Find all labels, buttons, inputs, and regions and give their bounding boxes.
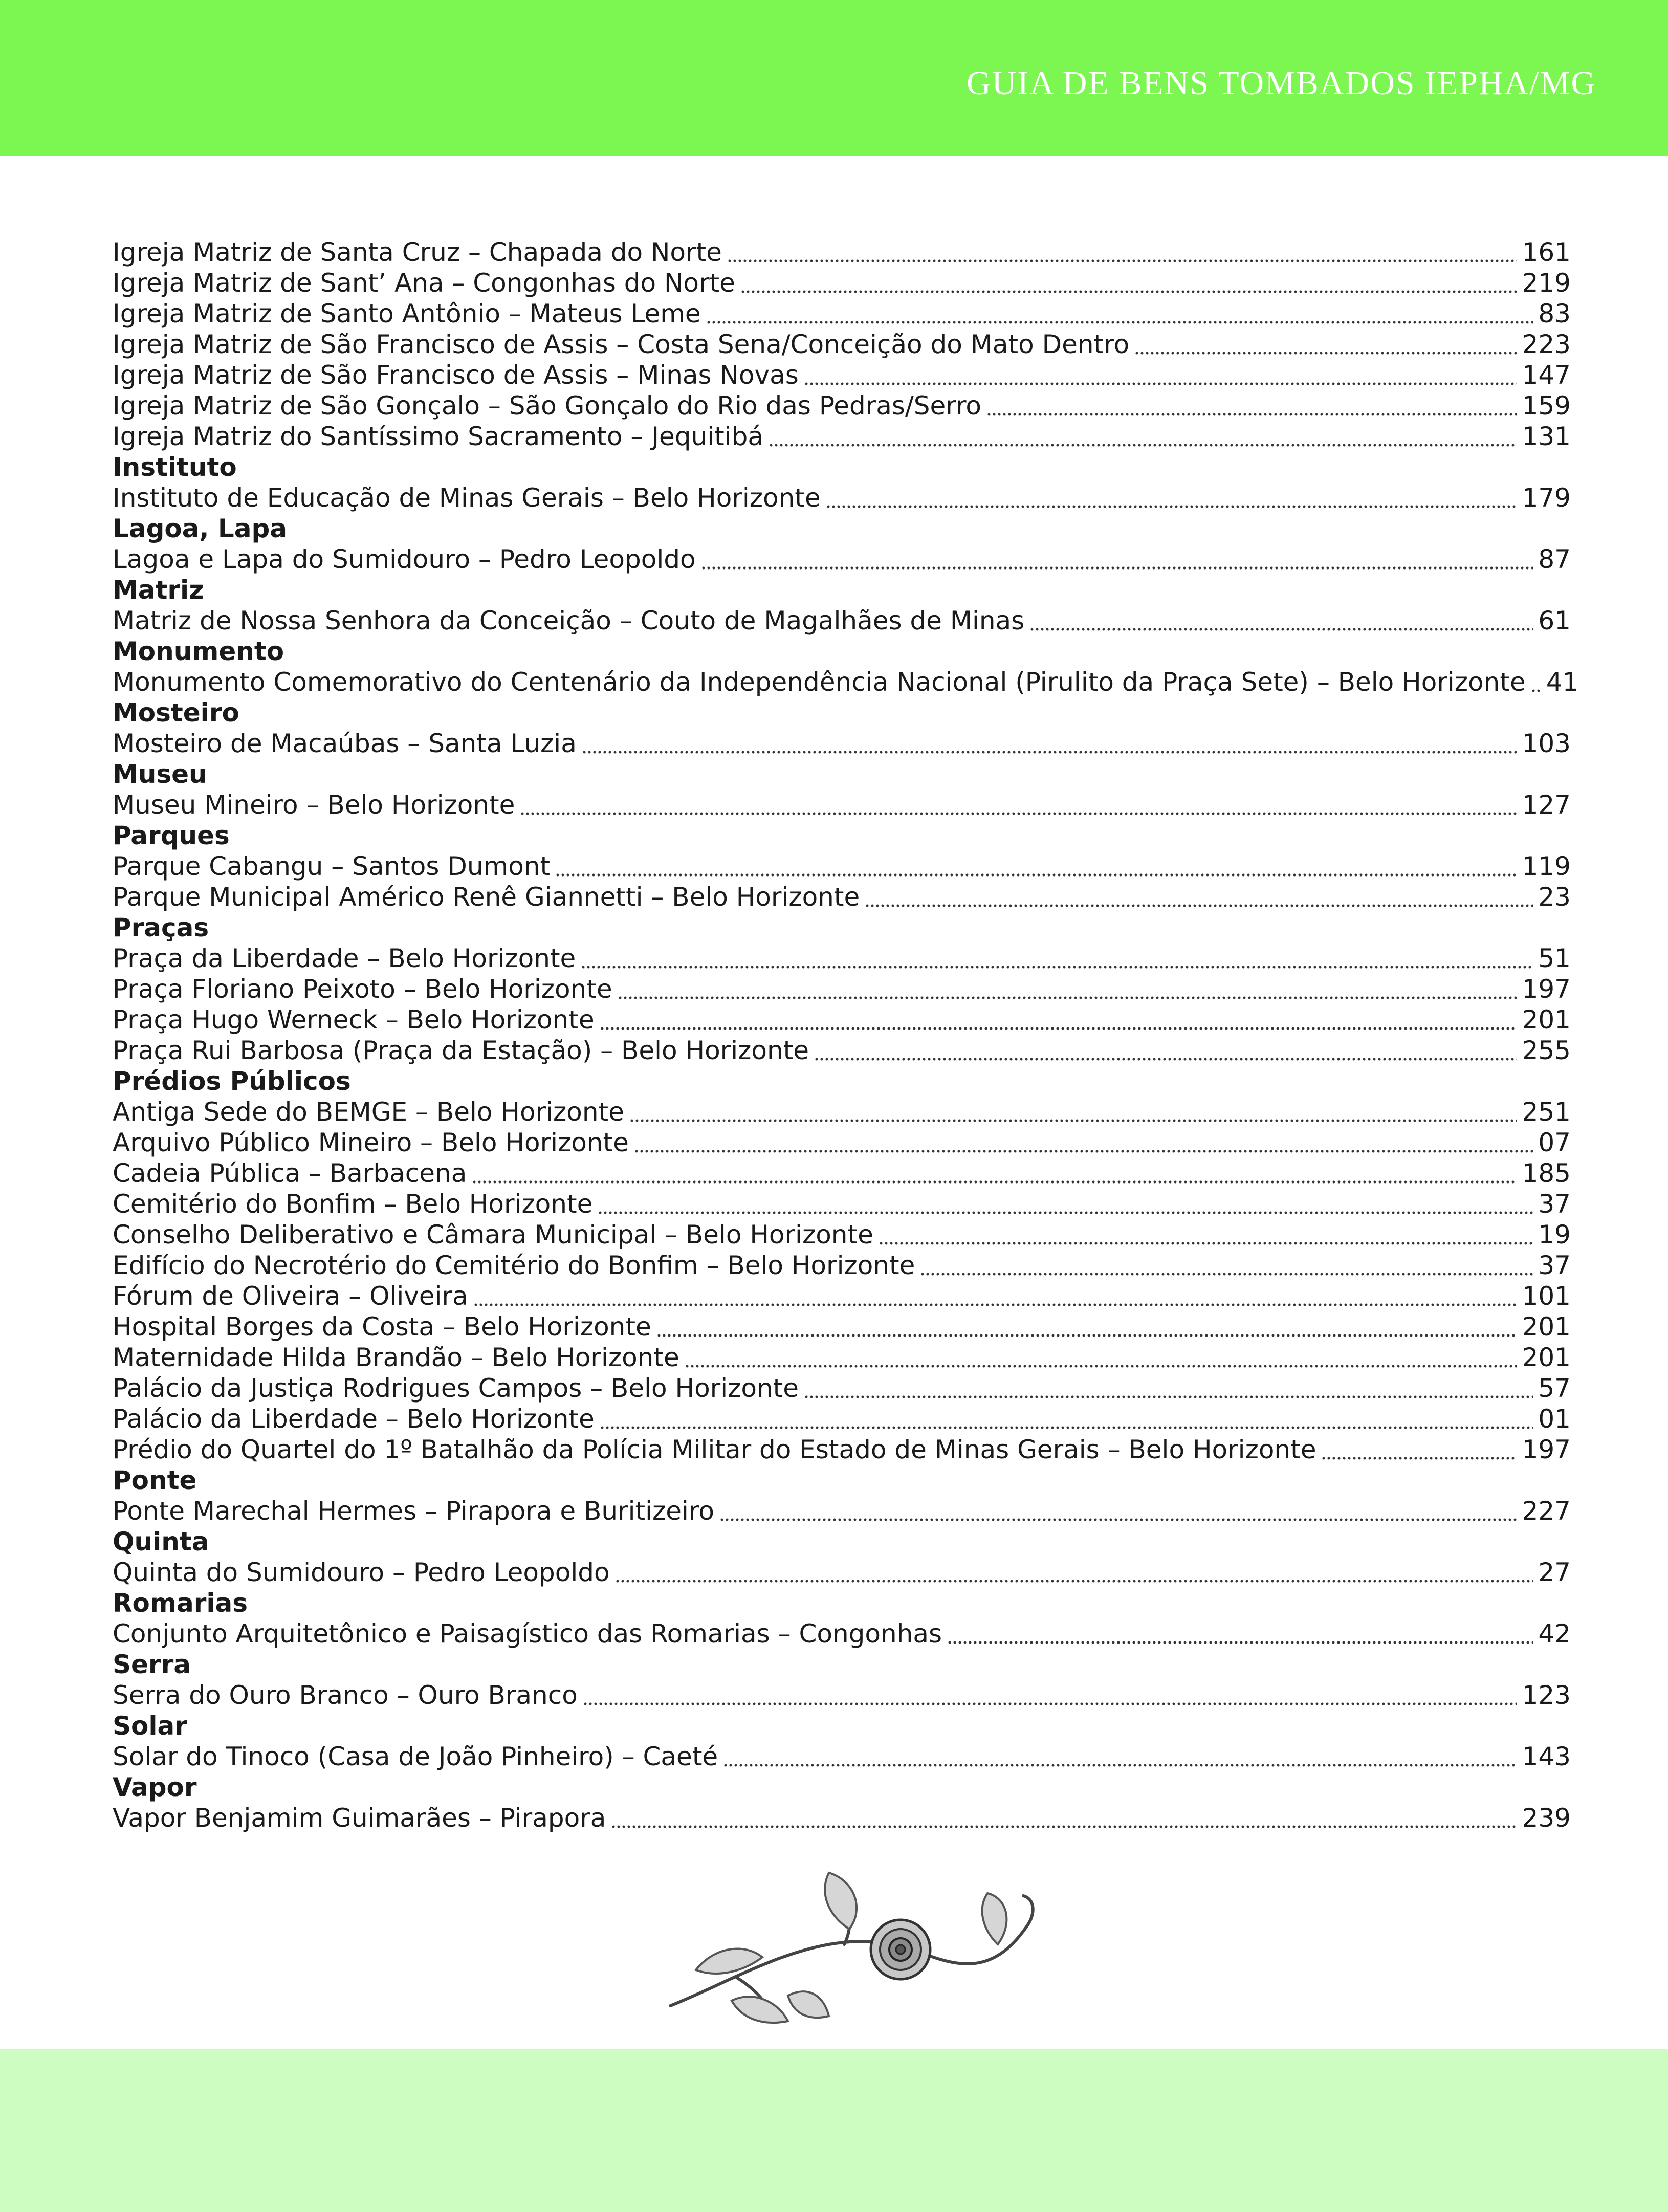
entry-page-number: 101 [1522,1281,1571,1311]
dot-leader [826,483,1517,513]
entry-title: Edifício do Necrotério do Cemitério do Bonfim – Belo Horizonte [113,1251,915,1280]
index-entry [113,390,1571,421]
index-entry [113,237,1571,268]
entry-title: Serra do Ouro Branco – Ouro Branco [113,1680,578,1710]
entry-title: Igreja Matriz de Sant’ Ana – Congonhas do Norte [113,268,735,298]
entry-title: Igreja Matriz do Santíssimo Sacramento – Jequitibá [113,422,763,451]
dot-leader [701,544,1533,575]
index-section-heading: Mosteiro [113,698,239,728]
dot-leader [555,851,1517,882]
entry-page-number: 147 [1522,360,1571,390]
index-entry [113,1496,1571,1526]
entry-title: Lagoa e Lapa do Sumidouro – Pedro Leopoldo [113,544,696,574]
index-section-heading: Praças [113,913,209,943]
index-entry [113,421,1571,452]
entry-title: Maternidade Hilda Brandão – Belo Horizonte [113,1343,679,1372]
index-section-heading: Lagoa, Lapa [113,514,288,543]
entry-page-number: 227 [1522,1496,1571,1526]
entry-page-number: 01 [1538,1404,1571,1434]
index-entry [113,1803,1571,1833]
index-entry [113,1158,1571,1189]
entry-title: Palácio da Liberdade – Belo Horizonte [113,1404,595,1434]
dot-leader [472,1158,1517,1189]
dot-leader [986,390,1517,421]
entry-title: Parque Municipal Américo Renê Giannetti – Belo Horizonte [113,882,860,912]
page-header [0,0,1668,156]
entry-page-number: 41 [1546,667,1579,697]
index-entry [113,1404,1571,1434]
entry-title: Praça da Liberdade – Belo Horizonte [113,944,576,973]
index-section-heading: Ponte [113,1465,197,1495]
entry-page-number: 201 [1522,1005,1571,1035]
index-entry [113,943,1571,974]
dot-leader [804,1373,1533,1404]
index-entry [113,298,1571,329]
entry-title: Quinta do Sumidouro – Pedro Leopoldo [113,1558,610,1587]
index-section-heading: Vapor [113,1772,197,1802]
entry-page-number: 119 [1522,851,1571,881]
index-section-heading: Romarias [113,1588,248,1618]
entry-page-number: 23 [1538,882,1571,912]
dot-leader [629,1097,1517,1127]
index-entry [113,790,1571,820]
index-entry [113,851,1571,882]
entry-page-number: 185 [1522,1158,1571,1188]
entry-page-number: 42 [1538,1619,1571,1649]
dot-leader [685,1342,1517,1373]
index-entry [113,1618,1571,1649]
entry-page-number: 197 [1522,974,1571,1004]
index-entry [113,1035,1571,1066]
entry-title: Mosteiro de Macaúbas – Santa Luzia [113,729,577,758]
dot-leader [600,1404,1533,1434]
entry-title: Solar do Tinoco (Casa de João Pinheiro) – Caeté [113,1742,718,1771]
index-entry [113,1373,1571,1404]
entry-title: Prédio do Quartel do 1º Batalhão da Polícia Militar do Estado de Minas Gerais – Belo Horizonte [113,1435,1316,1464]
entry-page-number: 123 [1522,1680,1571,1710]
dot-leader [1531,667,1541,697]
dot-leader [1134,329,1517,360]
entry-title: Praça Floriano Peixoto – Belo Horizonte [113,974,612,1004]
entry-title: Conjunto Arquitetônico e Paisagístico das Romarias – Congonhas [113,1619,942,1649]
entry-page-number: 87 [1538,544,1571,574]
dot-leader [879,1219,1533,1250]
dot-leader [618,974,1517,1004]
entry-page-number: 255 [1522,1036,1571,1065]
entry-page-number: 201 [1522,1343,1571,1372]
index-entry [113,1680,1571,1711]
dot-leader [473,1281,1517,1311]
index-section-heading: Instituto [113,452,237,482]
entry-page-number: 127 [1522,790,1571,820]
index-list [113,237,1579,1833]
dot-leader [634,1127,1533,1158]
index-entry [113,1250,1571,1281]
dot-leader [920,1250,1533,1281]
entry-title: Igreja Matriz de São Gonçalo – São Gonçalo do Rio das Pedras/Serro [113,391,982,421]
dot-leader [804,360,1517,390]
entry-title: Praça Hugo Werneck – Belo Horizonte [113,1005,595,1035]
index-entry [113,1434,1571,1465]
dot-leader [727,237,1517,268]
index-entry [113,1281,1571,1311]
entry-title: Fórum de Oliveira – Oliveira [113,1281,468,1311]
index-entry [113,1189,1571,1219]
index-entry [113,974,1571,1004]
index-entry [113,1741,1571,1772]
entry-page-number: 159 [1522,391,1571,421]
entry-page-number: 37 [1538,1189,1571,1219]
dot-leader [740,268,1517,298]
dot-leader [706,298,1533,329]
index-entry [113,268,1571,298]
index-section-heading: Monumento [113,637,284,666]
entry-page-number: 103 [1522,729,1571,758]
entry-page-number: 83 [1538,299,1571,328]
entry-title: Museu Mineiro – Belo Horizonte [113,790,515,820]
index-entry [113,360,1571,390]
dot-leader [581,943,1533,974]
dot-leader [582,728,1517,759]
entry-page-number: 57 [1538,1373,1571,1403]
dot-leader [656,1311,1517,1342]
entry-title: Igreja Matriz de Santo Antônio – Mateus Leme [113,299,701,328]
entry-page-number: 51 [1538,944,1571,973]
index-entry [113,882,1571,912]
entry-title: Conselho Deliberativo e Câmara Municipal – Belo Horizonte [113,1220,873,1250]
index-entry [113,1004,1571,1035]
entry-page-number: 179 [1522,483,1571,513]
entry-page-number: 201 [1522,1312,1571,1342]
index-section-heading: Matriz [113,575,204,605]
dot-leader [598,1189,1533,1219]
dot-leader [611,1803,1517,1833]
entry-title: Praça Rui Barbosa (Praça da Estação) – Belo Horizonte [113,1036,809,1065]
dot-leader [1029,605,1533,636]
index-section-heading: Parques [113,821,230,850]
entry-title: Parque Cabangu – Santos Dumont [113,851,551,881]
index-entry [113,1219,1571,1250]
index-entry [113,329,1571,360]
index-section-heading: Museu [113,759,207,789]
index-entry [113,1557,1571,1588]
entry-page-number: 131 [1522,422,1571,451]
entry-title: Monumento Comemorativo do Centenário da Independência Nacional (Pirulito da Praça Sete) – Belo Horizonte [113,667,1526,697]
entry-page-number: 219 [1522,268,1571,298]
entry-title: Vapor Benjamim Guimarães – Pirapora [113,1803,606,1833]
entry-page-number: 251 [1522,1097,1571,1127]
index-entry [113,1311,1571,1342]
entry-page-number: 07 [1538,1128,1571,1157]
entry-page-number: 19 [1538,1220,1571,1250]
entry-page-number: 61 [1538,606,1571,636]
entry-page-number: 143 [1522,1742,1571,1771]
dot-leader [769,421,1517,452]
index-section-heading: Quinta [113,1527,209,1557]
entry-title: Antiga Sede do BEMGE – Belo Horizonte [113,1097,624,1127]
index-entry [113,667,1579,697]
dot-leader [947,1618,1533,1649]
entry-page-number: 197 [1522,1435,1571,1464]
entry-page-number: 37 [1538,1251,1571,1280]
dot-leader [719,1496,1517,1526]
dot-leader [1321,1434,1517,1465]
dot-leader [600,1004,1517,1035]
dot-leader [615,1557,1533,1588]
guide-title: GUIA DE BENS TOMBADOS IEPHA/MG [966,64,1596,102]
index-section-heading: Serra [113,1650,191,1679]
page-footer [0,2049,1668,2212]
index-entry [113,1342,1571,1373]
entry-title: Matriz de Nossa Senhora da Conceição – Couto de Magalhães de Minas [113,606,1025,636]
dot-leader [865,882,1533,912]
index-entry [113,1127,1571,1158]
entry-title: Ponte Marechal Hermes – Pirapora e Buritizeiro [113,1496,714,1526]
index-entry [113,483,1571,513]
rose-branch-icon [660,1868,1059,2036]
index-section-heading: Prédios Públicos [113,1066,351,1096]
entry-page-number: 239 [1522,1803,1571,1833]
index-entry [113,1097,1571,1127]
entry-title: Cadeia Pública – Barbacena [113,1158,467,1188]
index-section-heading: Solar [113,1711,187,1741]
entry-title: Palácio da Justiça Rodrigues Campos – Belo Horizonte [113,1373,799,1403]
entry-title: Igreja Matriz de São Francisco de Assis – Costa Sena/Conceição do Mato Dentro [113,330,1130,359]
entry-page-number: 27 [1538,1558,1571,1587]
dot-leader [583,1680,1517,1711]
entry-title: Hospital Borges da Costa – Belo Horizonte [113,1312,651,1342]
entry-page-number: 161 [1522,237,1571,267]
entry-title: Igreja Matriz de São Francisco de Assis – Minas Novas [113,360,799,390]
entry-page-number: 223 [1522,330,1571,359]
dot-leader [723,1741,1517,1772]
entry-title: Instituto de Educação de Minas Gerais – Belo Horizonte [113,483,821,513]
index-entry [113,605,1571,636]
entry-title: Igreja Matriz de Santa Cruz – Chapada do Norte [113,237,722,267]
entry-title: Arquivo Público Mineiro – Belo Horizonte [113,1128,629,1157]
entry-title: Cemitério do Bonfim – Belo Horizonte [113,1189,593,1219]
dot-leader [520,790,1517,820]
index-entry [113,544,1571,575]
dot-leader [814,1035,1517,1066]
index-entry [113,728,1571,759]
